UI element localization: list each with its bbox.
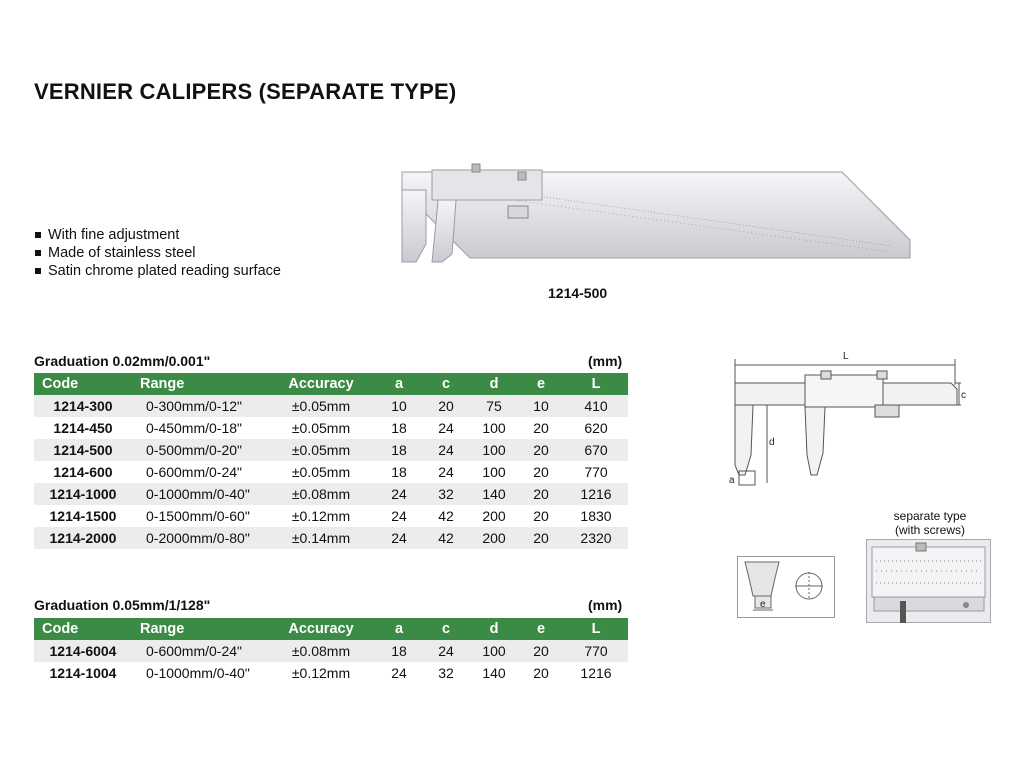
cell-range: 0-450mm/0-18" [132,417,266,439]
cell-c: 24 [422,439,470,461]
caliper-product-image [392,162,912,274]
cell-a: 24 [376,662,422,684]
cell-d: 75 [470,395,518,417]
feature-item: Satin chrome plated reading surface [34,262,281,280]
col-header-a: a [376,618,422,640]
cell-accuracy: ±0.05mm [266,395,376,417]
table-row [34,505,628,527]
cell-d: 100 [470,640,518,662]
caption-line: separate type [893,509,967,523]
cell-d: 200 [470,527,518,549]
cell-accuracy: ±0.12mm [266,505,376,527]
col-header-d: d [470,618,518,640]
cell-range: 0-1000mm/0-40" [132,483,266,505]
cell-c: 42 [422,527,470,549]
cell-a: 18 [376,640,422,662]
cell-e: 20 [518,439,564,461]
cell-range: 0-2000mm/0-80" [132,527,266,549]
table-row [34,417,628,439]
col-header-e: e [518,618,564,640]
cell-l: 1216 [564,662,628,684]
cell-range: 0-1000mm/0-40" [132,662,266,684]
col-header-d: d [470,373,518,395]
cell-l: 1830 [564,505,628,527]
unit-label-1: (mm) [588,353,623,369]
cell-e: 20 [518,662,564,684]
col-header-range: Range [132,373,266,395]
cell-d: 140 [470,662,518,684]
cell-e: 20 [518,640,564,662]
cell-c: 24 [422,417,470,439]
cell-accuracy: ±0.05mm [266,417,376,439]
separate-type-closeup [866,539,991,623]
cell-l: 410 [564,395,628,417]
cell-l: 2320 [564,527,628,549]
cell-l: 1216 [564,483,628,505]
cell-e: 20 [518,527,564,549]
cell-c: 20 [422,395,470,417]
col-header-a: a [376,373,422,395]
col-header-code: Code [34,373,132,395]
cell-d: 100 [470,417,518,439]
col-header-accuracy: Accuracy [266,618,376,640]
cell-e: 20 [518,505,564,527]
cell-c: 24 [422,461,470,483]
cell-d: 200 [470,505,518,527]
cell-range: 0-600mm/0-24" [132,461,266,483]
cell-accuracy: ±0.14mm [266,527,376,549]
cell-e: 20 [518,461,564,483]
col-header-c: c [422,373,470,395]
model-code-label: 1214-500 [548,285,608,301]
cell-code: 1214-450 [34,417,132,439]
cell-code: 1214-1500 [34,505,132,527]
cell-range: 0-600mm/0-24" [132,640,266,662]
table-row [34,461,628,483]
cell-d: 140 [470,483,518,505]
caption-line: (with screws) [894,523,965,537]
cell-range: 0-1500mm/0-60" [132,505,266,527]
cell-a: 18 [376,417,422,439]
dim-label-e: e [760,599,766,610]
cell-code: 1214-6004 [34,640,132,662]
feature-item: Made of stainless steel [34,244,281,262]
dim-label-c: c [961,390,966,401]
cell-code: 1214-600 [34,461,132,483]
cell-l: 620 [564,417,628,439]
col-header-l: L [564,373,628,395]
cell-c: 24 [422,640,470,662]
cell-range: 0-300mm/0-12" [132,395,266,417]
cell-code: 1214-2000 [34,527,132,549]
cell-a: 24 [376,483,422,505]
cell-l: 770 [564,640,628,662]
cell-accuracy: ±0.05mm [266,439,376,461]
dim-label-d: d [769,437,775,448]
cell-e: 10 [518,395,564,417]
cell-code: 1214-500 [34,439,132,461]
cell-c: 42 [422,505,470,527]
table-header-row [34,373,628,395]
cell-d: 100 [470,461,518,483]
col-header-code: Code [34,618,132,640]
cell-a: 24 [376,505,422,527]
cell-a: 24 [376,527,422,549]
table-row [34,662,628,684]
cell-accuracy: ±0.12mm [266,662,376,684]
feature-item: With fine adjustment [34,226,281,244]
unit-label-2: (mm) [588,597,623,613]
table-header-row [34,618,628,640]
dim-label-l: L [843,351,849,362]
col-header-e: e [518,373,564,395]
cell-range: 0-500mm/0-20" [132,439,266,461]
cell-c: 32 [422,483,470,505]
table-row [34,527,628,549]
col-header-c: c [422,618,470,640]
cell-code: 1214-300 [34,395,132,417]
cell-accuracy: ±0.08mm [266,640,376,662]
cell-code: 1214-1004 [34,662,132,684]
cell-l: 770 [564,461,628,483]
cell-code: 1214-1000 [34,483,132,505]
cell-a: 10 [376,395,422,417]
cell-accuracy: ±0.08mm [266,483,376,505]
graduation-label-1: Graduation 0.02mm/0.001" [34,353,211,369]
spec-table-2 [34,618,628,684]
spec-table-1 [34,373,628,549]
table-row [34,439,628,461]
jaw-detail-diagram [737,556,835,618]
table-row [34,640,628,662]
cell-a: 18 [376,461,422,483]
cell-l: 670 [564,439,628,461]
cell-e: 20 [518,483,564,505]
cell-accuracy: ±0.05mm [266,461,376,483]
separate-type-caption [880,509,980,537]
table-row [34,395,628,417]
graduation-label-2: Graduation 0.05mm/1/128" [34,597,211,613]
dim-label-a: a [729,475,735,486]
cell-a: 18 [376,439,422,461]
col-header-range: Range [132,618,266,640]
col-header-accuracy: Accuracy [266,373,376,395]
page-title: VERNIER CALIPERS (SEPARATE TYPE) [34,79,457,104]
cell-c: 32 [422,662,470,684]
cell-e: 20 [518,417,564,439]
feature-list [34,226,281,280]
cell-d: 100 [470,439,518,461]
dimension-diagram [725,345,965,500]
table-row [34,483,628,505]
col-header-l: L [564,618,628,640]
